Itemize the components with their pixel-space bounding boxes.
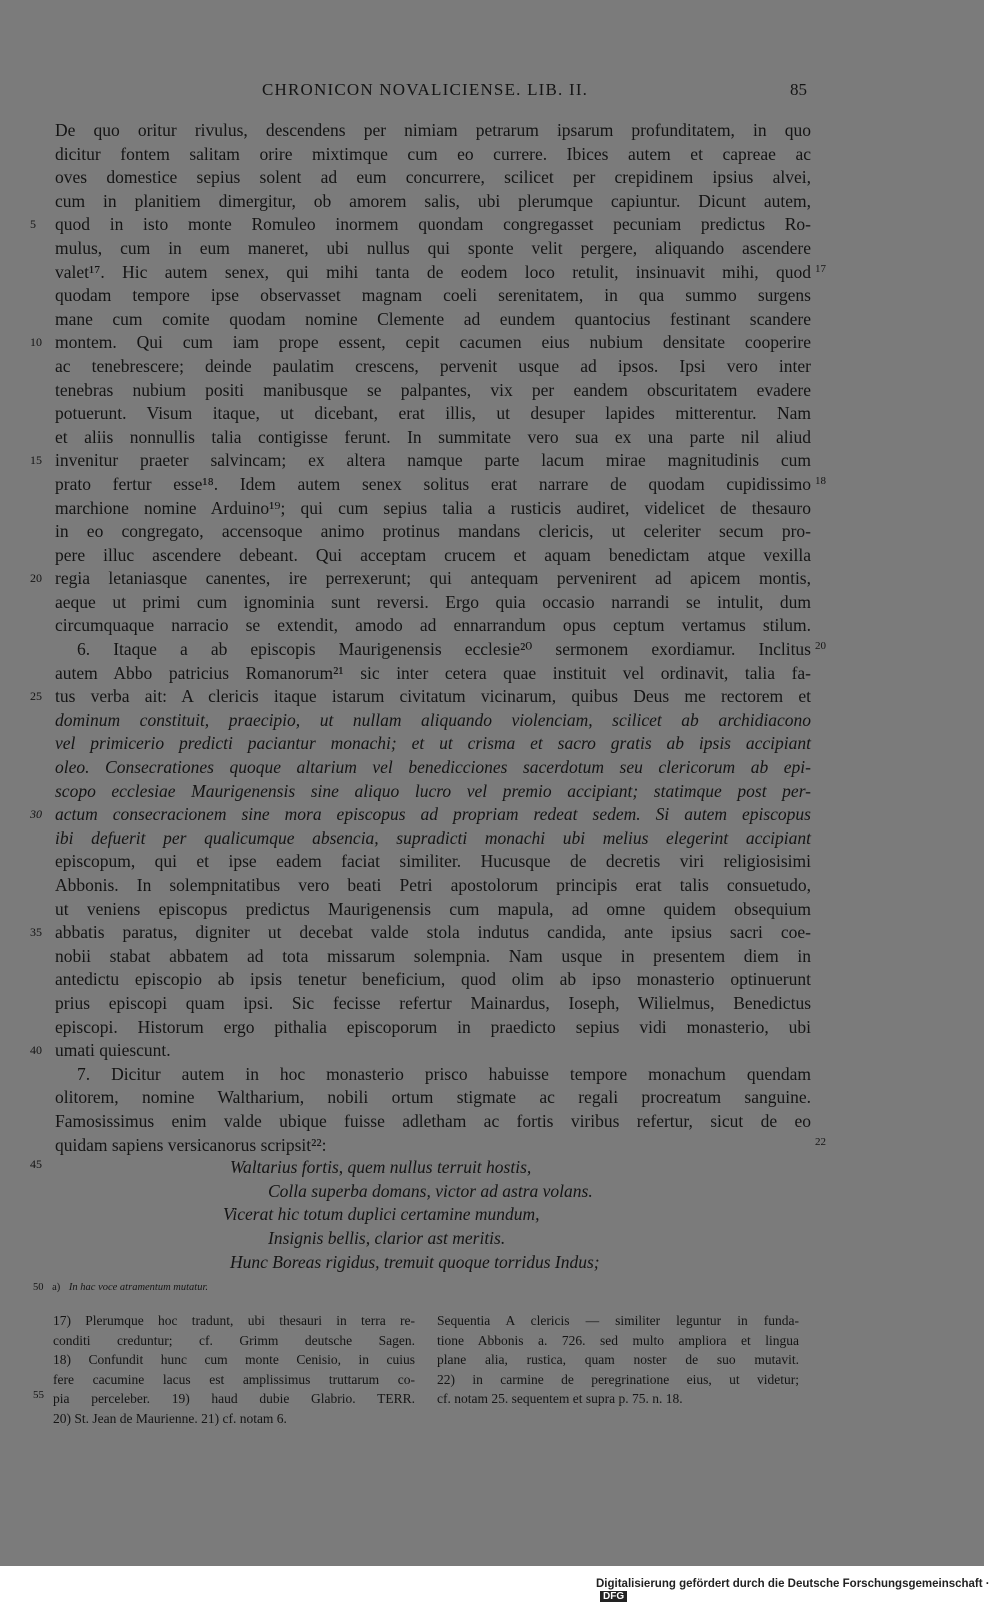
line-text: ut veniens episcopus predictus Maurigenensis cum mapula, ad omne quidem obsequium [55, 898, 811, 919]
footnote-line: Sequentia A clericis — similiter leguntur in funda- [437, 1313, 799, 1328]
line-text: quidam sapiens versicanorus scripsit²²: [55, 1134, 327, 1155]
verse-line: Hunc Boreas rigidus, tremuit quoque torridus Indus; [230, 1251, 600, 1272]
text-line [30, 921, 811, 945]
line-number: 20 [30, 571, 42, 586]
line-text: episcopi. Historum ergo pithalia episcoporum in praedicto sepius vidi monasterio, ubi [55, 1016, 811, 1037]
line-text: mulus, cum in eum maneret, ubi nullus qui sponte velit pergere, aliquando ascendere [55, 237, 811, 258]
page-number: 85 [790, 80, 807, 99]
text-line [55, 945, 811, 969]
line-text: ac tenebrescere; deinde paulatim crescens, pervenit usque ad ipsos. Ipsi vero inter [55, 355, 811, 376]
footnote-line: 18) Confundit hunc cum monte Cenisio, in cuius [53, 1352, 415, 1368]
footnote-line: pia perceleber. 19) haud dubie Glabrio. TERR. [53, 1391, 415, 1407]
text-line [55, 850, 811, 874]
text-line [30, 685, 811, 709]
text-line [55, 992, 811, 1016]
text-line [55, 190, 811, 214]
line-text: prato fertur esse¹⁸. Idem autem senex solitus erat narrare de quodam cupidissimo [55, 473, 811, 494]
line-text: potuerunt. Visum itaque, ut dicebant, erat illis, ut desuper lapides mitterentur. Nam [55, 403, 811, 424]
digitization-credit: Digitalisierung gefördert durch die Deutsche Forschungsgemeinschaft · DFG [596, 1578, 990, 1602]
text-line [55, 709, 811, 733]
dfg-logo: DFG [600, 1591, 627, 1602]
line-text: nobii stabat abbatem ad tota missarum solempnia. Nam usque in presentem diem in [55, 945, 811, 966]
note-marker: 17 [815, 262, 826, 275]
apparatus-note [33, 1282, 208, 1293]
line-number: 30 [30, 807, 42, 822]
line-number: 40 [30, 1043, 42, 1058]
footnote-line: tione Abbonis a. 726. sed multo ampliora et lingua [437, 1332, 799, 1348]
footnotes-right-column [437, 1311, 799, 1409]
verse-line: Colla superba domans, victor ad astra volans. [268, 1180, 593, 1201]
footnote-line: 17) Plerumque hoc tradunt, ubi thesauri in terra re- [53, 1313, 415, 1328]
line-text: quod in isto monte Romuleo inormem quondam congregasset pecuniam predictus Ro- [55, 214, 811, 235]
note-marker: 20 [815, 640, 826, 653]
line-text: antedictu episcopio ab ipsis tenetur beneficium, quod olim ab ipso monasterio optinuerunt [55, 969, 811, 990]
text-line [55, 402, 811, 426]
running-header [0, 80, 984, 104]
text-line [55, 237, 811, 261]
text-line [55, 591, 811, 615]
line-text: tus verba ait: A clericis itaque istarum civitatum vicinarum, quibus Deus me rectorem et [55, 686, 811, 707]
note-marker: 18 [815, 474, 826, 487]
text-line [30, 449, 811, 473]
apparatus-line-number: 50 [33, 1282, 44, 1293]
text-line [55, 874, 811, 898]
line-text: montem. Qui cum iam prope essent, cepit cacumen eius nubium densitate cooperire [55, 332, 811, 353]
verse-line: Waltarius fortis, quem nullus terruit hostis, [230, 1157, 532, 1178]
line-number: 25 [30, 689, 42, 704]
line-number: 15 [30, 453, 42, 468]
line-number: 55 [33, 1389, 44, 1402]
text-line [55, 638, 826, 662]
text-line [55, 780, 811, 804]
footnote-line: conditi creduntur; cf. Grimm deutsche Sagen. [53, 1332, 415, 1348]
text-line [55, 662, 811, 686]
text-line [55, 143, 811, 167]
footnote-line: 22) in carmine de peregrinatione eius, ut videtur; [437, 1371, 799, 1387]
text-line [55, 308, 811, 332]
line-text: 6. Itaque a ab episcopis Maurigenensis ecclesie²⁰ sermonem exordiamur. Inclitus [77, 639, 811, 660]
text-line [30, 213, 811, 237]
text-line [55, 1110, 811, 1134]
line-text: in eo congregato, accensoque animo protinus mandans clericis, ut celeriter secum pro- [55, 521, 811, 542]
line-text: aeque ut primi cum ignominia sunt reversi. Ergo quia occasio narrandi se intulit, dum [55, 591, 811, 612]
text-line [55, 827, 811, 851]
text-line [55, 119, 811, 143]
line-text: episcopum, qui et ipse eadem faciat similiter. Hucusque de decretis viri religiosisimi [55, 851, 811, 872]
line-number: 45 [30, 1157, 42, 1172]
line-text: oves domestice sepius solent ad eum concurrere, scilicet per crepidinem ipsius alvei, [55, 167, 811, 188]
line-text: pere illuc ascendere debeant. Qui acceptam crucem et aquam benedictam atque vexilla [55, 544, 811, 565]
line-text: dominum constituit, praecipio, ut nullam aliquando violenciam, scilicet ab archidiacono [55, 709, 811, 730]
text-line [55, 968, 811, 992]
line-text: ibi defuerit per qualicumque absencia, supradicti monachi ubi melius elegerint accipiant [55, 827, 811, 848]
text-line [30, 803, 811, 827]
line-text: tenebras nubium positi manibusque se palpantes, vix per eandem obscuritatem evadere [55, 379, 811, 400]
text-line [55, 732, 811, 756]
footnote-line: cf. notam 25. sequentem et supra p. 75. n. 18. [437, 1391, 683, 1407]
line-text: et aliis nonnullis talia contigisse ferunt. In summitate vero sua ex una parte nil aliud [55, 426, 811, 447]
text-line [55, 261, 826, 285]
line-text: valet¹⁷. Hic autem senex, qui mihi tanta de eodem loco retulit, insinuavit mihi, quod [55, 261, 811, 282]
text-line [55, 520, 811, 544]
text-line [55, 1063, 811, 1087]
text-line [55, 166, 811, 190]
line-text: autem Abbo patricius Romanorum²¹ sic inter cetera quae instituit vel ordinavit, talia fa- [55, 662, 811, 683]
text-line [30, 331, 811, 355]
text-line [55, 284, 811, 308]
line-text: prius episcopi quam ipsi. Sic fecisse refertur Mainardus, Ioseph, Wilielmus, Benedictus [55, 992, 811, 1013]
line-text: cum in planitiem dimergitur, ob amorem salis, ubi plerumque capiuntur. Dicunt autem, [55, 190, 811, 211]
text-line [30, 1039, 811, 1063]
line-text: dicitur fontem salitam orire mixtimque cum eo currere. Ibices autem et capreae ac [55, 143, 811, 164]
line-text: marchione nomine Arduino¹⁹; qui cum sepius talia a rusticis audiret, videlicet de thesauro [55, 497, 811, 518]
text-line [55, 544, 811, 568]
footnote-line: 20) St. Jean de Maurienne. 21) cf. notam 6. [53, 1410, 287, 1426]
text-line [55, 355, 811, 379]
line-text: abbatis paratus, digniter ut decebat valde stola indutus candida, ante ipsius sacri coe- [55, 922, 811, 943]
line-text: circumquaque narracio se extendit, amodo ad ennarrandum opus ceptum vertamus stilum. [55, 615, 811, 636]
text-line [55, 473, 826, 497]
text-line [55, 614, 811, 638]
text-line [55, 426, 811, 450]
line-text: regia letaniasque canentes, ire perrexerunt; qui antequam pervenirent ad apicem montis, [55, 568, 811, 589]
line-text: actum consecracionem sine mora episcopus ad propriam redeat sedem. Si autem episcopus [55, 804, 811, 825]
line-text: quodam tempore ipse observasset magnam coeli serenitatem, in qua summo surgens [55, 285, 811, 306]
line-text: Famosissimus enim valde ubique fuisse adletham ac fortis viribus refertur, sicut de eo [55, 1110, 811, 1131]
text-line [30, 567, 811, 591]
text-line [55, 756, 811, 780]
note-marker: 22 [815, 1135, 826, 1148]
text-line [55, 497, 811, 521]
credit-text: Digitalisierung gefördert durch die Deutsche Forschungsgemeinschaft [596, 1578, 983, 1590]
text-line [55, 1086, 811, 1110]
line-number: 10 [30, 335, 42, 350]
apparatus-text: In hac voce atramentum mutatur. [68, 1282, 209, 1293]
line-number: 35 [30, 925, 42, 940]
running-title: CHRONICON NOVALICIENSE. LIB. II. [262, 80, 589, 99]
line-text: olitorem, nomine Waltharium, nobili ortum stigmate ac regali procreatum sanguine. [55, 1087, 811, 1108]
text-line [55, 898, 811, 922]
line-text: De quo oritur rivulus, descendens per nimiam petrarum ipsarum profunditatem, in quo [55, 120, 811, 140]
footnote-line: fere cacumine lacus est amplissimus truttarum co- [53, 1371, 415, 1387]
line-text: umati quiescunt. [55, 1040, 171, 1061]
line-text: 7. Dicitur autem in hoc monasterio prisco habuisse tempore monachum quendam [77, 1063, 811, 1084]
apparatus-label: a) [52, 1282, 61, 1293]
line-text: vel primicerio predicti paciantur monachi; et ut crisma et sacro gratis ab ipsis accipiant [55, 733, 811, 754]
text-line [55, 1134, 826, 1158]
line-text: oleo. Consecrationes quoque altarium vel benedicciones sacerdotum seu clericorum ab epi- [55, 757, 811, 778]
line-text: scopo ecclesiae Maurigenensis sine aliquo lucro vel premio accipiant; statimque post per- [55, 780, 811, 801]
text-line [55, 1016, 811, 1040]
line-text: Abbonis. In solempnitatibus vero beati Petri apostolorum principis erat talis consuetudo, [55, 875, 811, 895]
footnotes-left-column [33, 1311, 415, 1429]
verse-line: Vicerat hic totum duplici certamine mundum, [223, 1204, 540, 1225]
verse-line: Insignis bellis, clarior ast meritis. [268, 1227, 506, 1248]
text-line [55, 379, 811, 403]
footnote-line: plane alia, rustica, quam noster de suo mutavit. [437, 1352, 799, 1368]
line-number: 5 [30, 217, 36, 232]
main-text [30, 119, 826, 1275]
line-text: mane cum comite quodam nomine Clemente ad eundem quantocius festinant scandere [55, 308, 811, 329]
line-text: invenitur praeter salvincam; ex altera namque parte lacum mirae magnitudinis cum [55, 450, 811, 471]
verse-block [30, 1157, 811, 1275]
